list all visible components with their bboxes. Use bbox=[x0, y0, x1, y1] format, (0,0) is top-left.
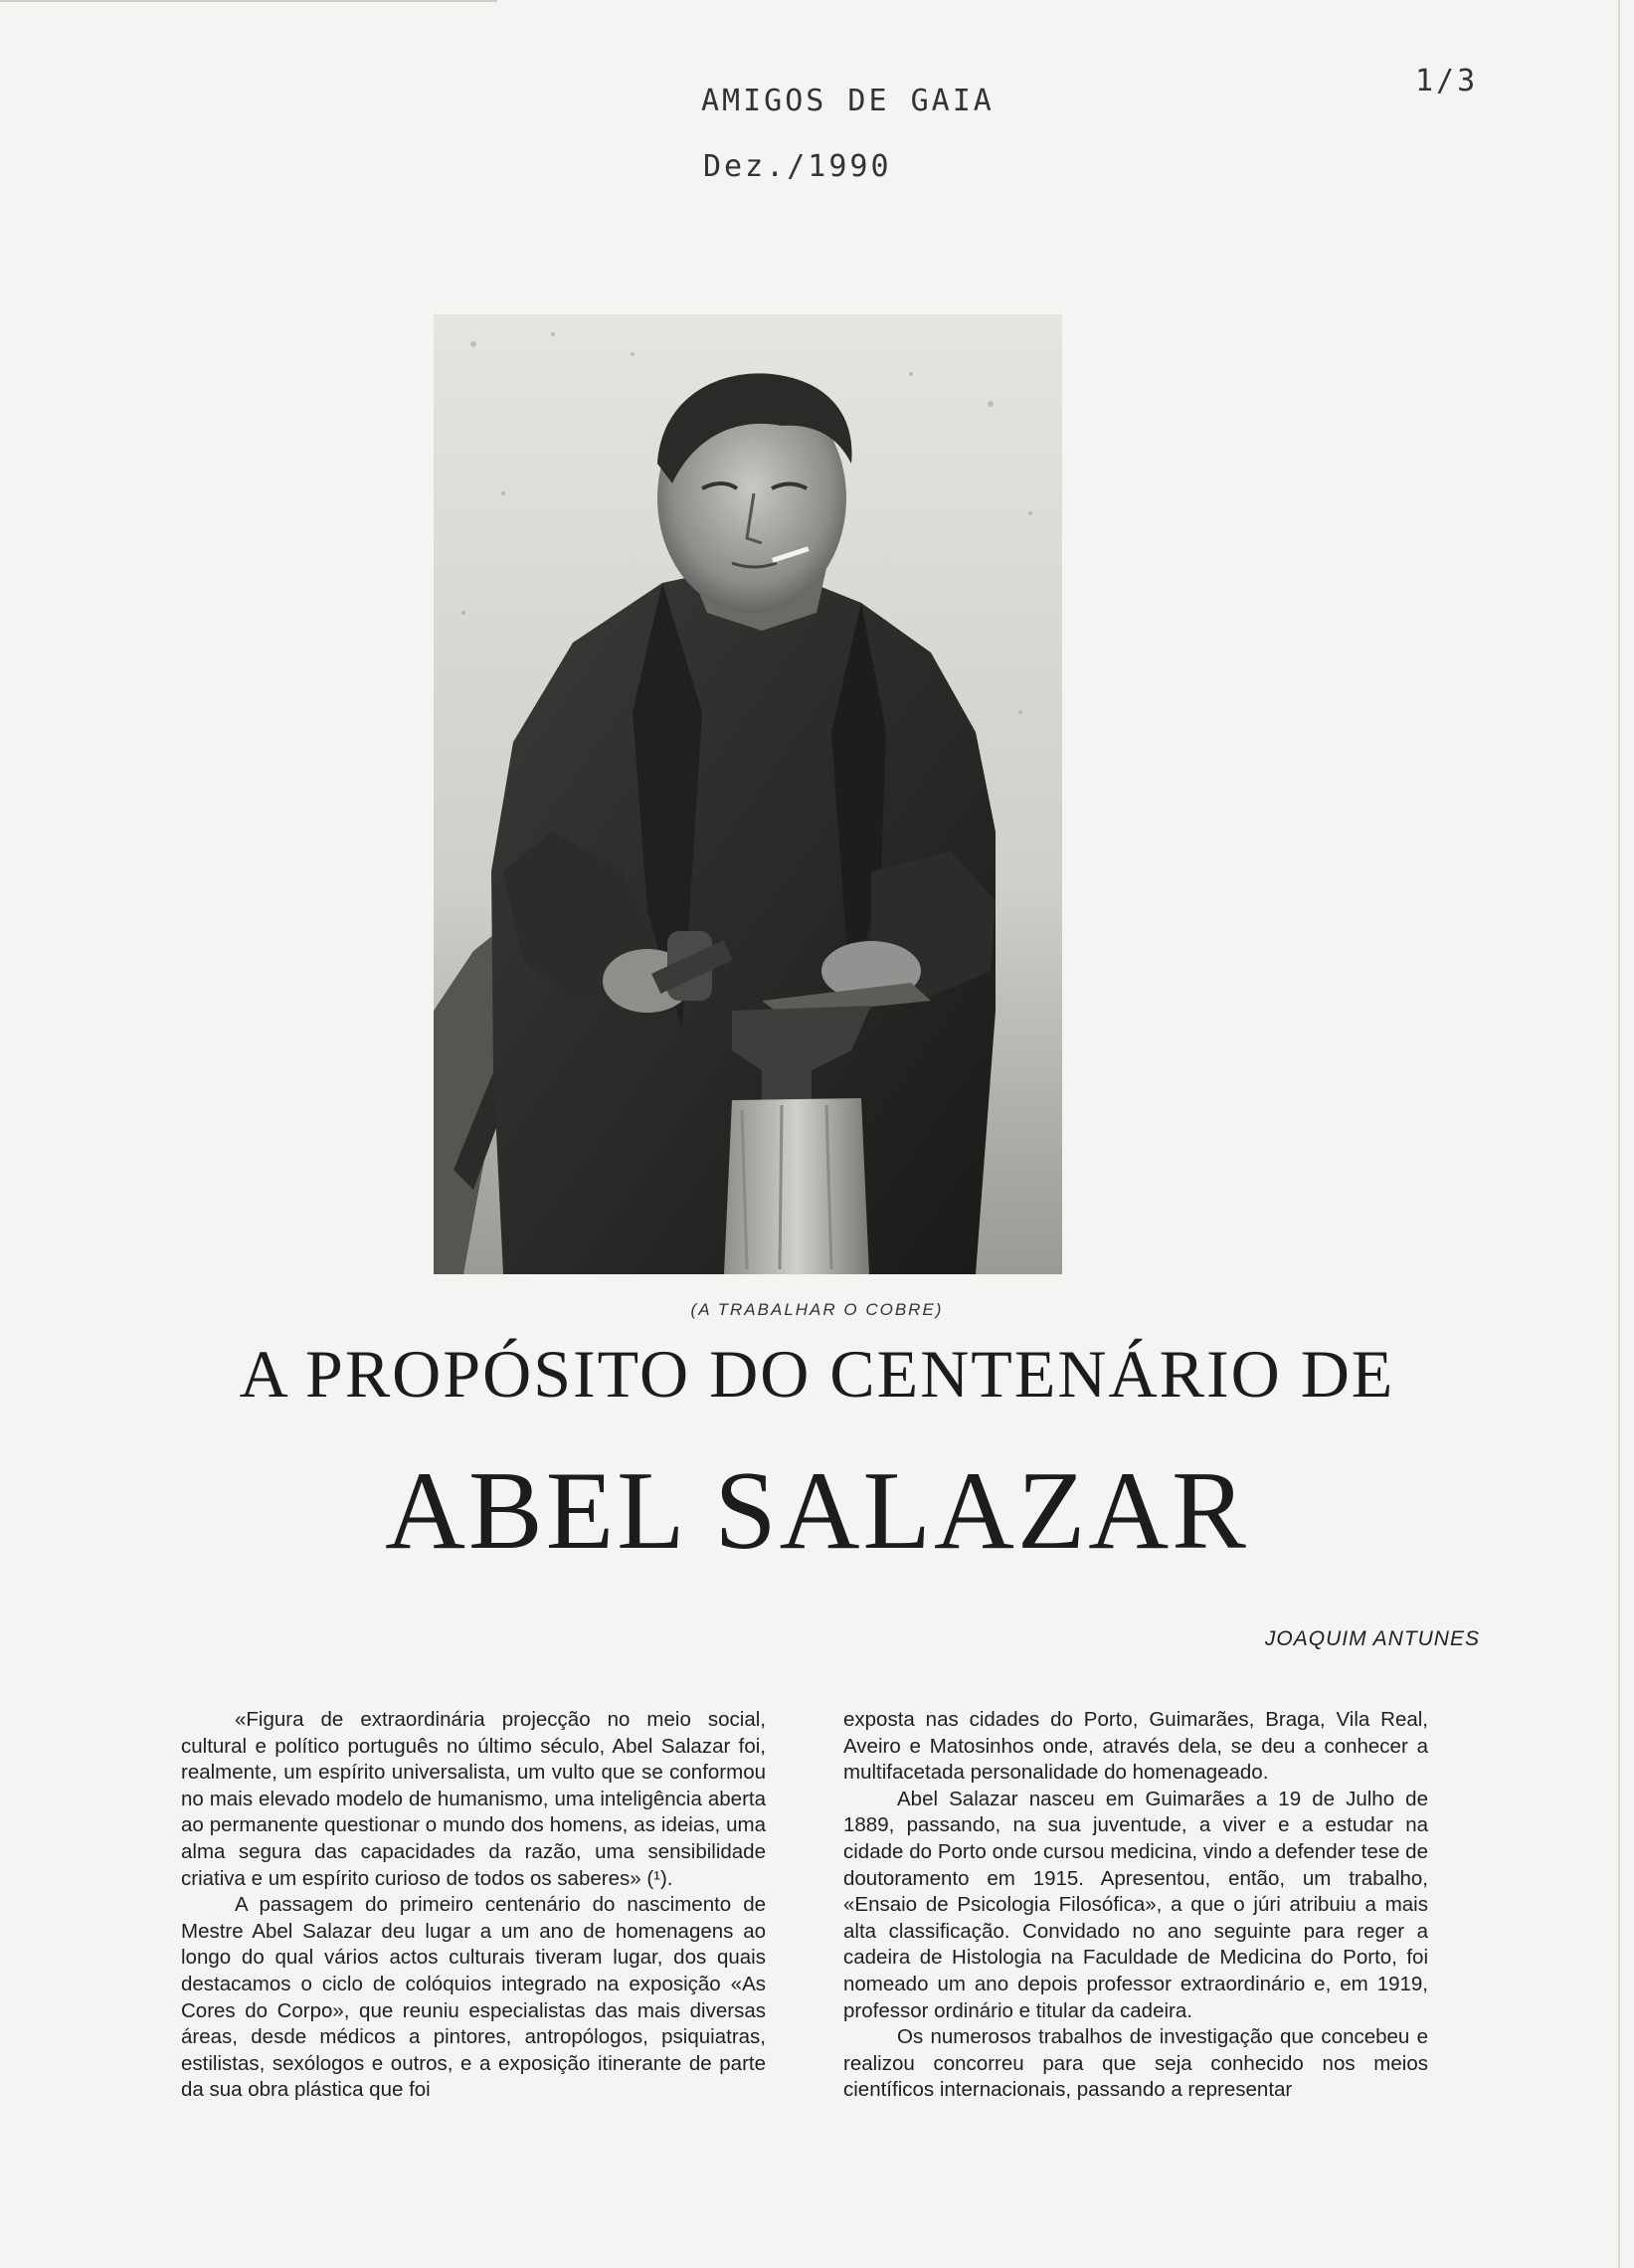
article-column-right bbox=[843, 1707, 1428, 2104]
article-title-line1: A PROPÓSITO DO CENTENÁRIO DE bbox=[239, 1336, 1395, 1412]
page-edge-right bbox=[1618, 0, 1620, 2268]
photo-caption: (A TRABALHAR O COBRE) bbox=[690, 1300, 944, 1319]
article-author: JOAQUIM ANTUNES bbox=[1264, 1627, 1480, 1650]
article-column-left bbox=[181, 1707, 766, 2104]
portrait-photo bbox=[434, 314, 1062, 1274]
page-number: 1/3 bbox=[1415, 64, 1479, 98]
paragraph: Abel Salazar nasceu em Guimarães a 19 de Julho de 1889, passando, na sua juventude, a viver e a estudar na cidade do Porto onde cursou medicina, vindo a defender tese de doutoramento em 1915. Apresentou, então, um trabalho, «Ensaio de Psicologia Filosófica», a que o júri atribuiu a mais alta classificação. Convidado no ano seguinte para reger a cadeira de Histologia na Faculdade de Medicina do Porto, foi nomeado um ano depois professor extraordinário e, em 1919, professor ordinário e titular da cadeira. bbox=[843, 1787, 1428, 2022]
paragraph: «Figura de extraordinária projecção no meio social, cultural e político português no último século, Abel Salazar foi, realmente, um espírito universalista, um vulto que se conformou no mais elevado modelo de humanismo, uma inteligência aberta ao permanente questionar o mundo dos homens, as ideias, uma alma segura das capacidades da razão, uma sensibilidade criativa e um espírito curioso de todos os saberes» (¹). bbox=[181, 1708, 766, 1890]
article-title-line2: ABEL SALAZAR bbox=[385, 1449, 1249, 1573]
publication-date: Dez./1990 bbox=[703, 149, 892, 184]
paragraph: Os numerosos trabalhos de investigação que concebeu e realizou concorreu para que seja conhecido nos meios científicos internacionais, passando a representar bbox=[843, 2025, 1428, 2102]
paragraph: A passagem do primeiro centenário do nascimento de Mestre Abel Salazar deu lugar a um ano de homenagens ao longo do qual vários actos culturais tiveram lugar, dos quais destacamos o ciclo de colóquios integrado na exposição «As Cores do Corpo», que reuniu especialistas das mais diversas áreas, desde médicos a pintores, antropólogos, psiquiatras, estilistas, sexólogos e outros, e a exposição itinerante de parte da sua obra plástica que foi bbox=[181, 1893, 766, 2102]
publication-name: AMIGOS DE GAIA bbox=[701, 84, 995, 118]
paragraph-continuation: exposta nas cidades do Porto, Guimarães, Braga, Vila Real, Aveiro e Matosinhos onde, através dela, se deu a conhecer a multifacetada personalidade do homenageado. bbox=[843, 1708, 1428, 1785]
page-edge-top bbox=[0, 0, 497, 2]
